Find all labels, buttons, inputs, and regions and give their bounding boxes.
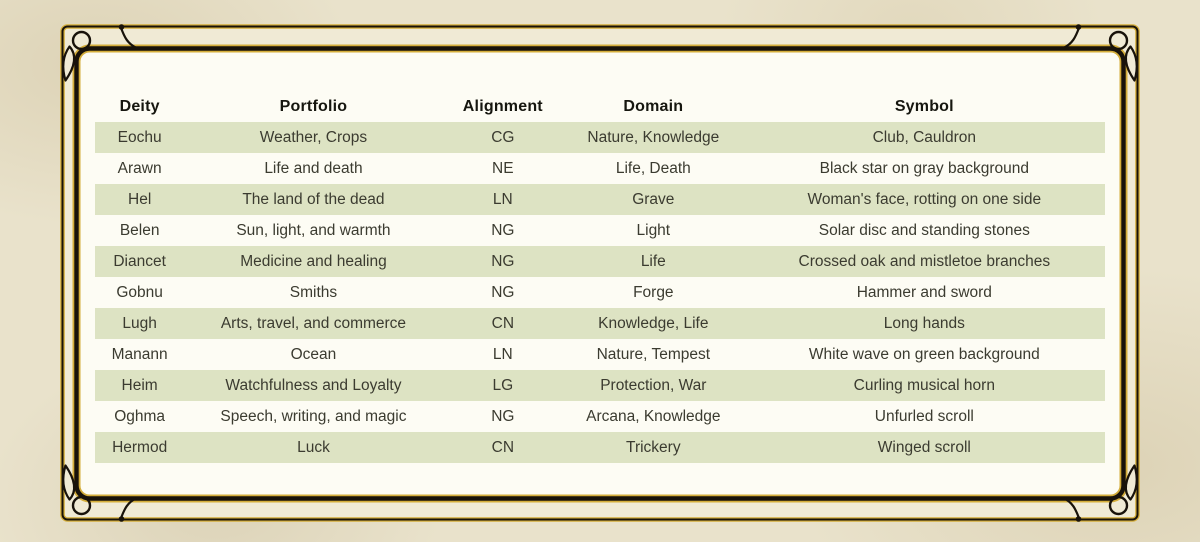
table-cell: Crossed oak and mistletoe branches bbox=[798, 252, 1051, 270]
table-cell: LN bbox=[492, 190, 513, 208]
table-cell: Manann bbox=[111, 345, 168, 363]
table-cell: Hel bbox=[128, 190, 152, 208]
column-header-alignment: Alignment bbox=[462, 98, 543, 115]
table-cell: CN bbox=[491, 314, 515, 332]
table-cell: Long hands bbox=[883, 314, 965, 332]
table-row bbox=[95, 339, 1105, 370]
table-row bbox=[95, 184, 1105, 215]
table-cell: Gobnu bbox=[116, 283, 163, 301]
table-cell: The land of the dead bbox=[242, 190, 385, 208]
table-row bbox=[95, 122, 1105, 153]
table-row bbox=[95, 215, 1105, 246]
table-cell: NE bbox=[492, 159, 514, 177]
table-cell: LG bbox=[492, 376, 514, 394]
table-cell: Unfurled scroll bbox=[874, 407, 974, 425]
table-cell: White wave on green background bbox=[808, 345, 1040, 363]
table-cell: Forge bbox=[633, 283, 674, 301]
deity-table-body bbox=[95, 122, 1105, 463]
column-header-portfolio: Portfolio bbox=[279, 98, 348, 115]
deity-table bbox=[95, 92, 1105, 463]
table-cell: Light bbox=[636, 221, 671, 239]
deity-table-header bbox=[95, 92, 1105, 122]
table-cell: Protection, War bbox=[600, 376, 707, 394]
table-cell: Sun, light, and warmth bbox=[236, 221, 391, 239]
column-header-domain: Domain bbox=[623, 98, 684, 115]
table-cell: Trickery bbox=[626, 438, 681, 456]
table-cell: Speech, writing, and magic bbox=[220, 407, 407, 425]
table-row bbox=[95, 370, 1105, 401]
table-cell: NG bbox=[491, 221, 515, 239]
table-cell: Winged scroll bbox=[877, 438, 971, 456]
table-cell: LN bbox=[492, 345, 513, 363]
table-cell: Life, Death bbox=[615, 159, 691, 177]
table-cell: Ocean bbox=[290, 345, 337, 363]
table-cell: Life bbox=[640, 252, 666, 270]
table-cell: Arawn bbox=[117, 159, 162, 177]
table-row bbox=[95, 308, 1105, 339]
table-cell: Heim bbox=[121, 376, 158, 394]
table-cell: Solar disc and standing stones bbox=[818, 221, 1030, 239]
table-cell: CN bbox=[491, 438, 515, 456]
table-cell: Medicine and healing bbox=[240, 252, 387, 270]
table-cell: Arts, travel, and commerce bbox=[220, 314, 407, 332]
column-header-symbol: Symbol bbox=[894, 98, 954, 115]
table-row bbox=[95, 401, 1105, 432]
table-row bbox=[95, 277, 1105, 308]
table-cell: Nature, Knowledge bbox=[587, 128, 720, 146]
table-cell: Eochu bbox=[117, 128, 162, 146]
table-cell: Diancet bbox=[113, 252, 166, 270]
table-cell: Oghma bbox=[114, 407, 166, 425]
table-cell: Arcana, Knowledge bbox=[586, 407, 721, 425]
table-cell: Weather, Crops bbox=[259, 128, 368, 146]
table-cell: Hermod bbox=[112, 438, 168, 456]
table-cell: Luck bbox=[297, 438, 330, 456]
table-cell: Grave bbox=[632, 190, 675, 208]
table-cell: NG bbox=[491, 407, 515, 425]
table-cell: NG bbox=[491, 252, 515, 270]
table-row bbox=[95, 153, 1105, 184]
table-cell: Life and death bbox=[264, 159, 363, 177]
deity-table-container bbox=[95, 92, 1105, 463]
header-row bbox=[95, 92, 1105, 122]
table-cell: Club, Cauldron bbox=[872, 128, 977, 146]
column-header-deity: Deity bbox=[119, 98, 160, 115]
table-cell: CG bbox=[491, 128, 515, 146]
table-cell: Black star on gray background bbox=[819, 159, 1029, 177]
table-cell: Woman's face, rotting on one side bbox=[807, 190, 1042, 208]
table-cell: Curling musical horn bbox=[853, 376, 995, 394]
table-cell: Lugh bbox=[122, 314, 157, 332]
table-cell: Belen bbox=[119, 221, 160, 239]
table-row bbox=[95, 432, 1105, 463]
table-cell: Nature, Tempest bbox=[596, 345, 711, 363]
table-cell: NG bbox=[491, 283, 515, 301]
table-cell: Smiths bbox=[289, 283, 338, 301]
table-row bbox=[95, 246, 1105, 277]
table-cell: Knowledge, Life bbox=[598, 314, 709, 332]
table-cell: Hammer and sword bbox=[856, 283, 992, 301]
table-cell: Watchfulness and Loyalty bbox=[225, 376, 402, 394]
